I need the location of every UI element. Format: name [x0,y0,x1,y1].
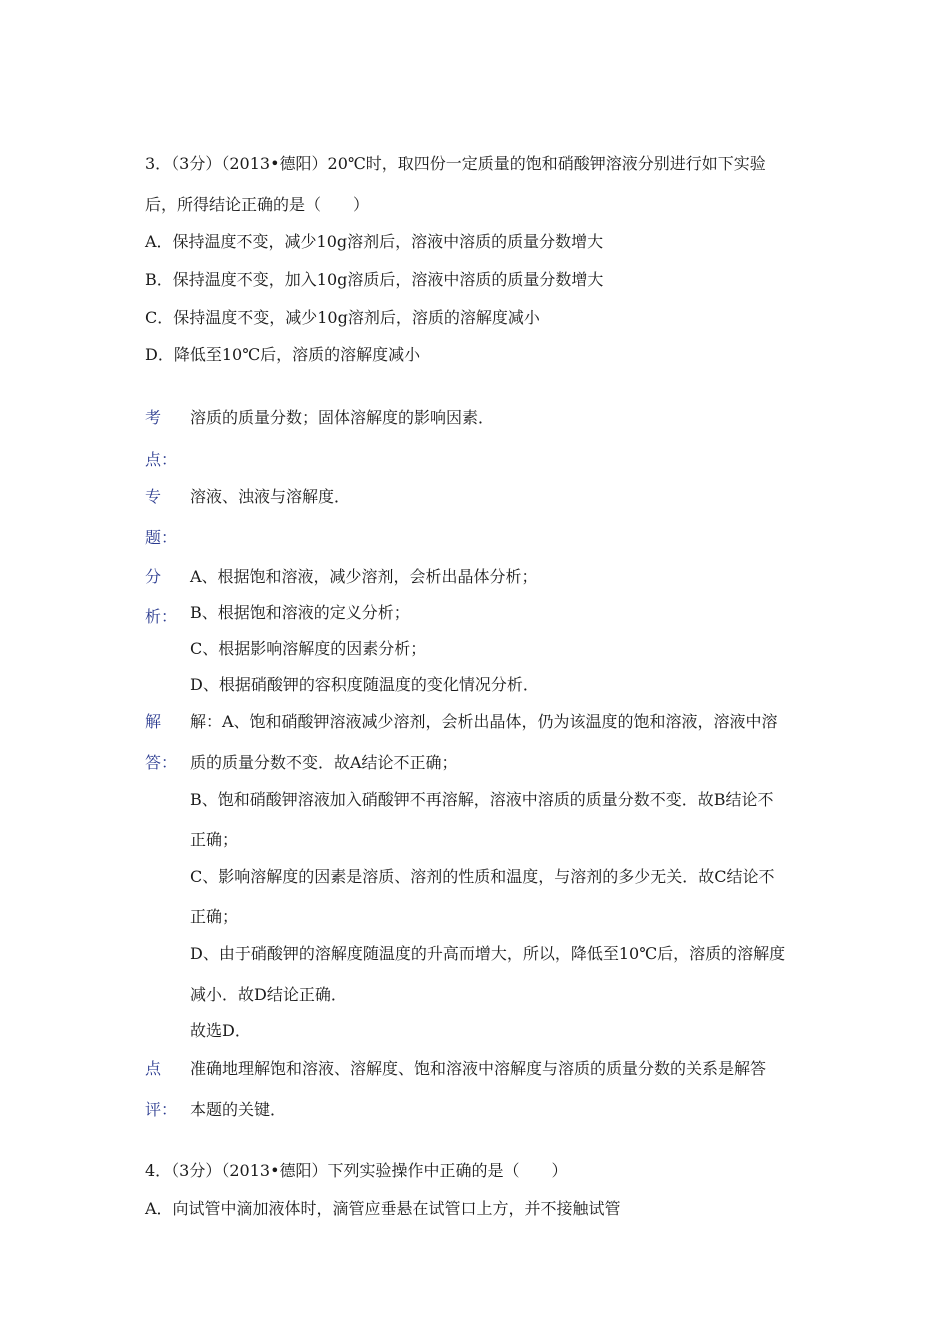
dianping-line: 本题的关键． [190,1100,287,1119]
jieda-line: B、饱和硝酸钾溶液加入硝酸钾不再溶解，溶液中溶质的质量分数不变．故B结论不 [190,790,774,809]
q4-option-a: A．向试管中滴加液体时，滴管应垂悬在试管口上方，并不接触试管 [145,1199,621,1218]
jieda-line: D、由于硝酸钾的溶解度随温度的升高而增大，所以，降低至10℃后，溶质的溶解度 [190,944,786,963]
fenxi-label-1: 分 [145,567,162,586]
zhuanti-label-1: 专 [145,487,162,506]
jieda-line: 故选D． [190,1021,251,1040]
dianping-line: 准确地理解饱和溶液、溶解度、饱和溶液中溶解度与溶质的质量分数的关系是解答 [190,1059,767,1078]
jieda-line: 解：A、饱和硝酸钾溶液减少溶剂，会析出晶体，仍为该温度的饱和溶液，溶液中溶 [190,712,778,731]
q3-option-c: C．保持温度不变，减少10g溶剂后，溶质的溶解度减小 [145,308,540,327]
q3-option-d: D．降低至10℃后，溶质的溶解度减小 [145,345,421,364]
jieda-line: 正确； [190,830,239,849]
fenxi-line: B、根据饱和溶液的定义分析； [190,603,410,622]
dianping-label-2: 评： [145,1100,178,1119]
fenxi-label-2: 析： [145,607,178,626]
q3-option-a: A．保持温度不变，减少10g溶剂后，溶液中溶质的质量分数增大 [145,232,604,251]
jieda-line: 正确； [190,907,239,926]
kaodian-label-1: 考 [145,408,162,427]
fenxi-line: D、根据硝酸钾的容积度随温度的变化情况分析． [190,675,539,694]
q3-option-b: B．保持温度不变，加入10g溶质后，溶液中溶质的质量分数增大 [145,270,604,289]
jieda-line: 减小．故D结论正确． [190,985,347,1004]
q4-stem: 4．（3分）（2013•德阳）下列实验操作中正确的是（ ） [145,1161,568,1180]
jieda-line: C、影响溶解度的因素是溶质、溶剂的性质和温度，与溶剂的多少无关．故C结论不 [190,867,775,886]
jieda-label-1: 解 [145,712,162,731]
zhuanti-label-2: 题： [145,528,178,547]
jieda-label-2: 答： [145,753,178,772]
q3-stem-line1: 3．（3分）（2013•德阳）20℃时，取四份一定质量的饱和硝酸钾溶液分别进行如下实验 [145,154,766,173]
fenxi-line: A、根据饱和溶液，减少溶剂，会析出晶体分析； [190,567,538,586]
kaodian-text: 溶质的质量分数；固体溶解度的影响因素． [190,408,495,427]
q3-stem-line2: 后，所得结论正确的是（ ） [145,195,370,214]
dianping-label-1: 点 [145,1059,162,1078]
jieda-line: 质的质量分数不变．故A结论不正确； [190,753,458,772]
kaodian-label-2: 点： [145,450,178,469]
zhuanti-text: 溶液、浊液与溶解度． [190,487,351,506]
fenxi-line: C、根据影响溶解度的因素分析； [190,639,427,658]
